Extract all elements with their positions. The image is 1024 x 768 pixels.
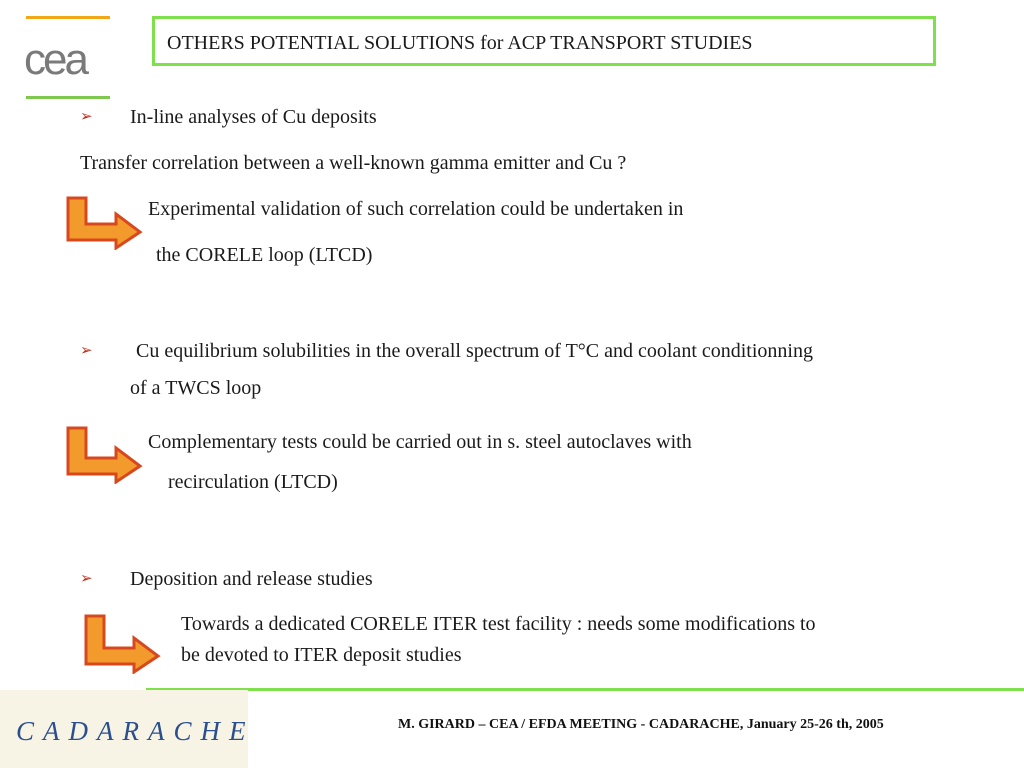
bullet-arrow-icon: ➢ — [80, 571, 93, 587]
page-title: OTHERS POTENTIAL SOLUTIONS for ACP TRANSPORT STUDIES — [167, 32, 753, 54]
bullet-arrow-icon: ➢ — [80, 109, 93, 125]
section-2-bullet-line-2: of a TWCS loop — [130, 377, 262, 399]
right-turn-arrow-icon — [64, 194, 144, 250]
right-turn-arrow-icon — [82, 612, 162, 674]
cadarache-logo: CADARACHE — [16, 716, 255, 746]
logo-bottom-line — [26, 96, 110, 99]
cea-logo-mark — [22, 36, 112, 80]
section-2-bullet-line-1: Cu equilibrium solubilities in the overall spectrum of T°C and coolant conditionning — [136, 340, 813, 362]
footer-meeting-info: M. GIRARD – CEA / EFDA MEETING - CADARACHE, January 25-26 th, 2005 — [398, 717, 884, 732]
cea-logo-text: cea — [24, 36, 86, 80]
right-turn-arrow-icon — [64, 424, 144, 484]
section-1-question: Transfer correlation between a well-known gamma emitter and Cu ? — [80, 152, 627, 174]
section-3-bullet: Deposition and release studies — [130, 568, 373, 590]
bullet-arrow-icon: ➢ — [80, 343, 93, 359]
section-3-arrow-text-2: be devoted to ITER deposit studies — [181, 644, 462, 666]
section-3-arrow-text-1: Towards a dedicated CORELE ITER test facility : needs some modifications to — [181, 613, 816, 635]
section-1-arrow-text-2: the CORELE loop (LTCD) — [156, 244, 373, 266]
footer-divider — [146, 688, 1024, 691]
title-box — [152, 16, 936, 66]
logo-top-line — [26, 16, 110, 19]
section-2-arrow-text-2: recirculation (LTCD) — [168, 471, 338, 493]
cea-logo — [22, 14, 112, 104]
section-1-arrow-text-1: Experimental validation of such correlation could be undertaken in — [148, 198, 684, 220]
section-2-arrow-text-1: Complementary tests could be carried out in s. steel autoclaves with — [148, 431, 692, 453]
section-1-bullet: In-line analyses of Cu deposits — [130, 106, 377, 128]
